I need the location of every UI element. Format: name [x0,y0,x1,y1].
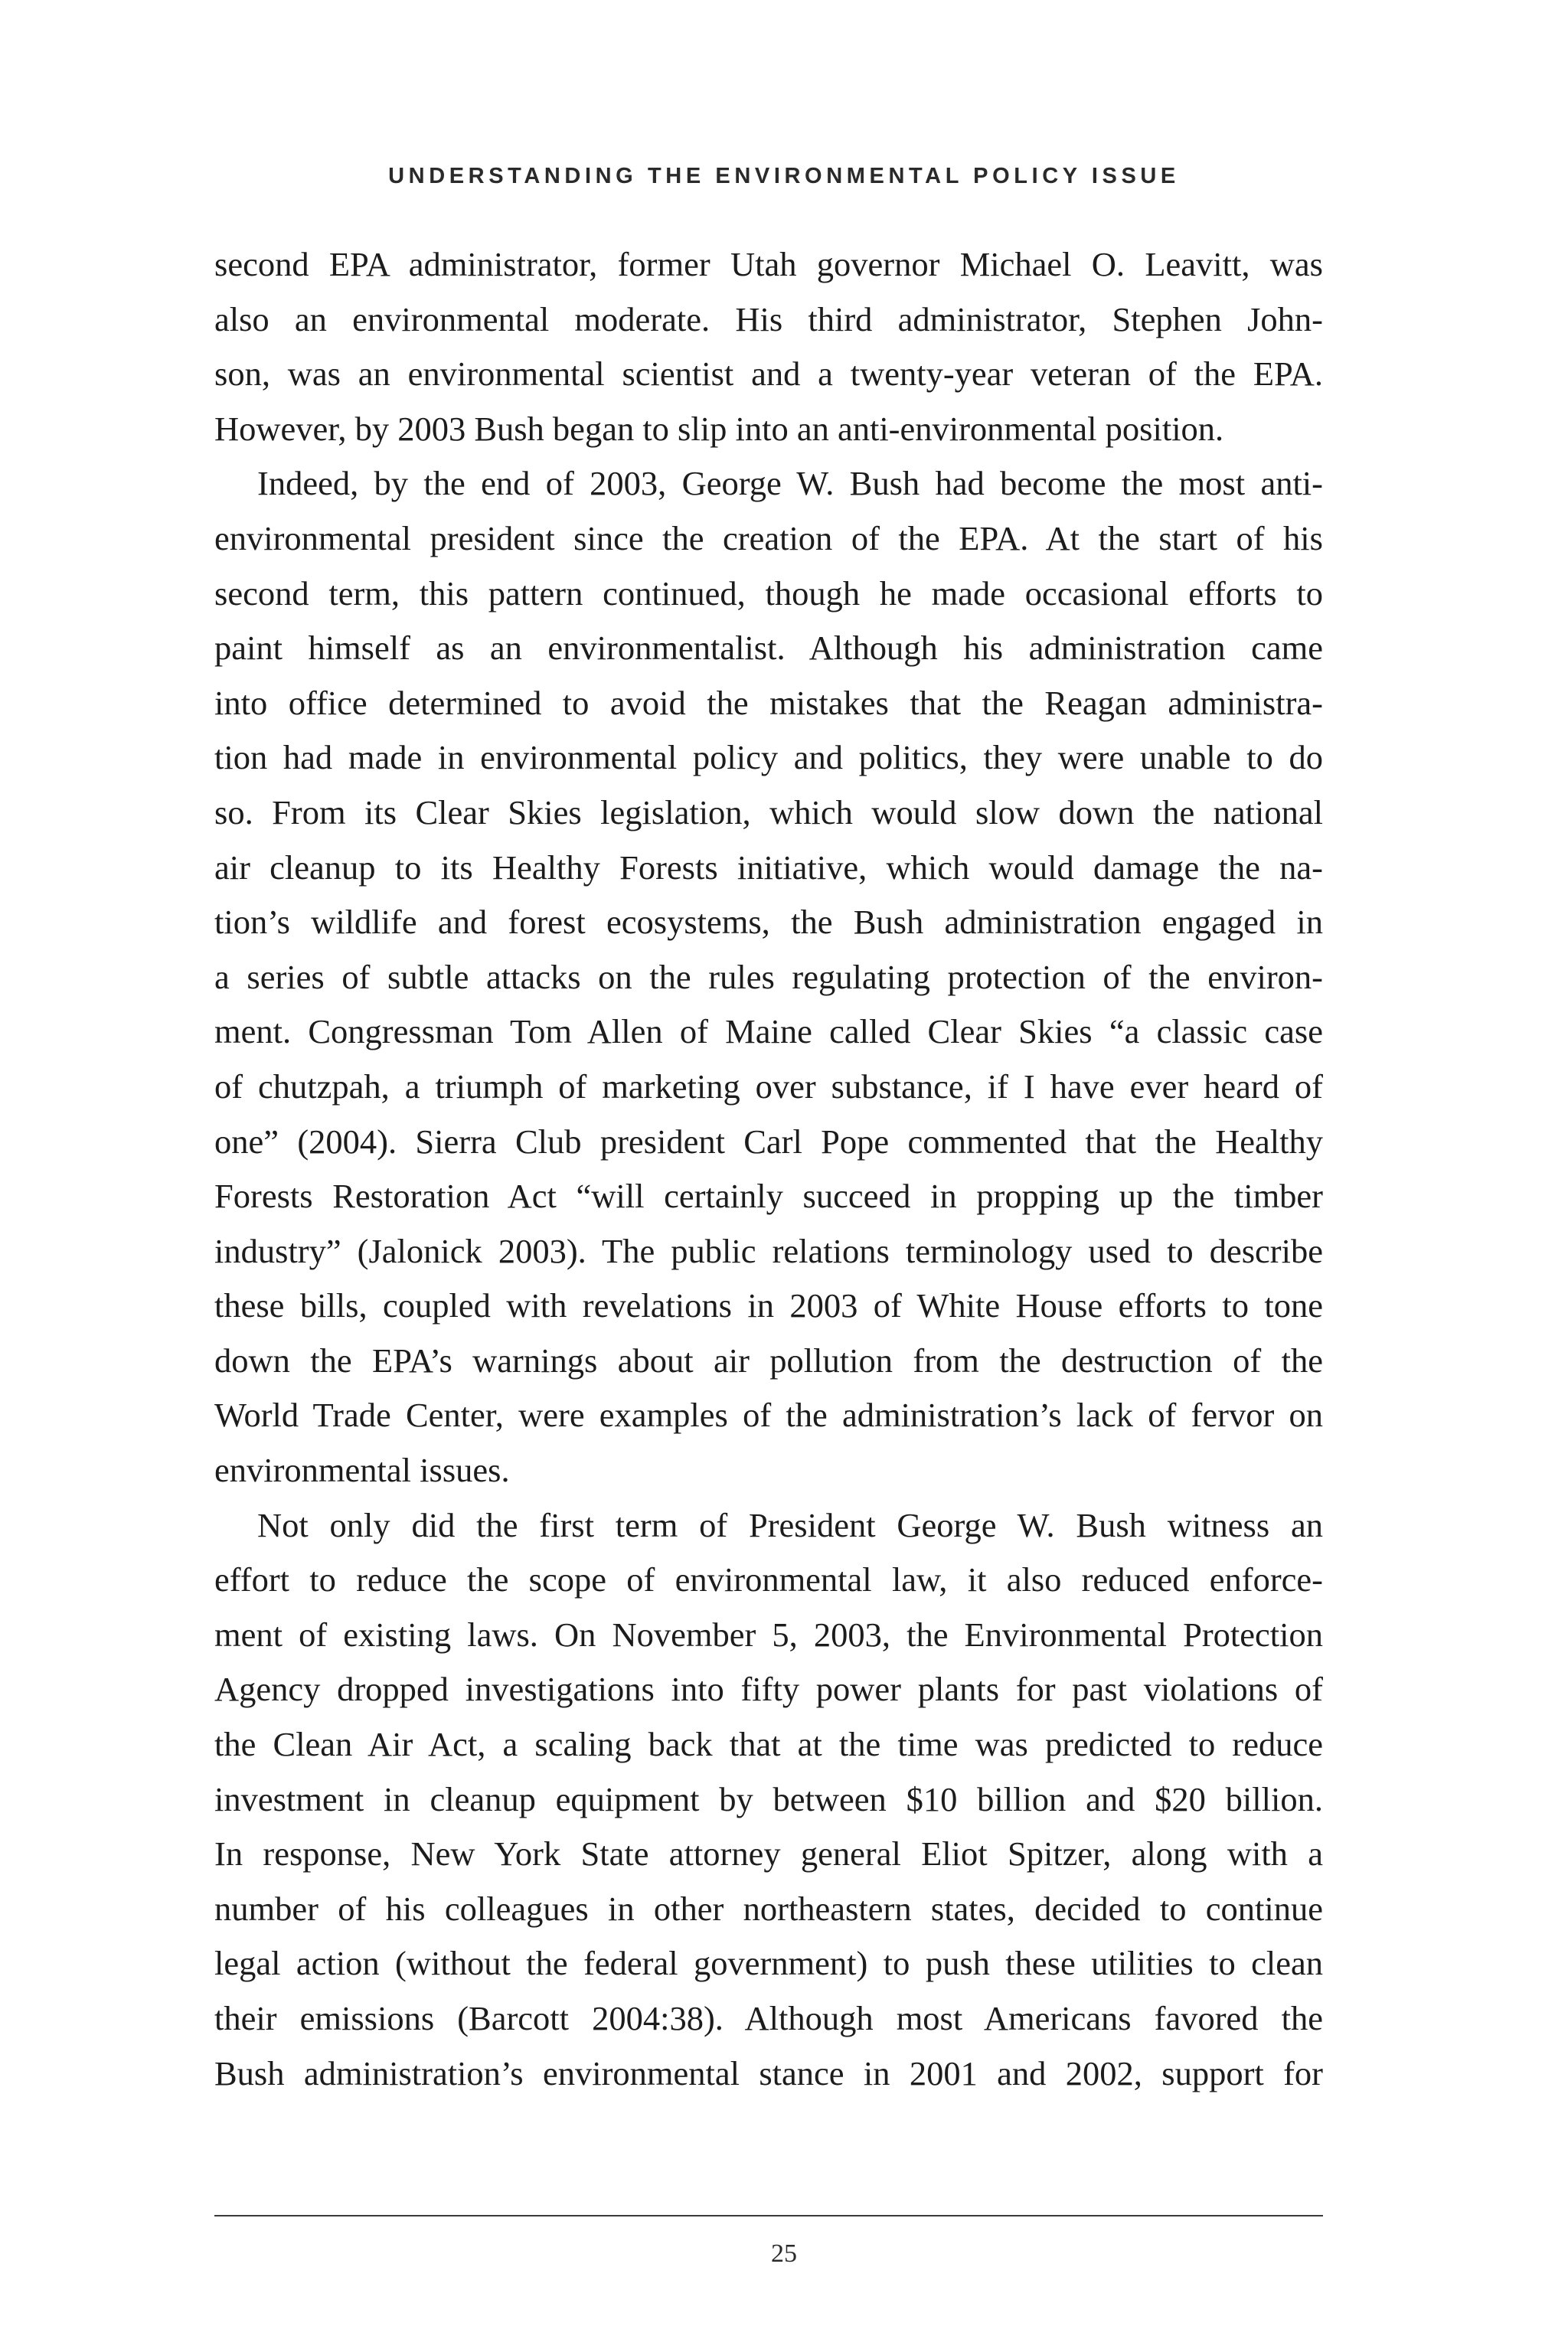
text-line: down the EPA’s warnings about air pollution from the destruction of the [214,1341,1323,1380]
text-line: one” (2004). Sierra Club president Carl Pope commented that the Healthy [214,1122,1323,1161]
text-line: Agency dropped investigations into fifty power plants for past violations of [214,1670,1323,1709]
text-line: also an environmental moderate. His third administrator, Stephen John- [214,299,1323,338]
text-line: ment. Congressman Tom Allen of Maine called Clear Skies “a classic case [214,1012,1323,1051]
text-line: number of his colleagues in other northeastern states, decided to continue [214,1889,1323,1928]
text-line: effort to reduce the scope of environmental law, it also reduced enforce- [214,1560,1323,1599]
text-line: investment in cleanup equipment by between $10 billion and $20 billion. [214,1779,1323,1818]
text-line: Indeed, by the end of 2003, George W. Bush had become the most anti- [257,464,1323,503]
text-line: However, by 2003 Bush began to slip into an anti-environmental position. [214,409,1224,448]
text-line: into office determined to avoid the mistakes that the Reagan administra- [214,683,1323,722]
text-line: legal action (without the federal government) to push these utilities to clean [214,1944,1323,1983]
text-line: paint himself as an environmentalist. Although his administration came [214,629,1323,668]
text-line: these bills, coupled with revelations in 2003 of White House efforts to tone [214,1286,1323,1325]
text-line: a series of subtle attacks on the rules regulating protection of the environ- [214,957,1323,996]
running-head: UNDERSTANDING THE ENVIRONMENTAL POLICY ISSUE [388,164,1180,188]
text-line: son, was an environmental scientist and a twenty-year veteran of the EPA. [214,354,1323,394]
text-line: air cleanup to its Healthy Forests initiative, which would damage the na- [214,848,1323,887]
text-line: environmental president since the creation of the EPA. At the start of his [214,518,1323,557]
footer-rule [214,2215,1323,2216]
text-line: Bush administration’s environmental stance in 2001 and 2002, support for [214,2053,1323,2092]
text-line: their emissions (Barcott 2004:38). Although most Americans favored the [214,1999,1323,2037]
text-line: ment of existing laws. On November 5, 2003, the Environmental Protection [214,1615,1323,1654]
text-line: World Trade Center, were examples of the administration’s lack of fervor on [214,1396,1323,1435]
text-line: Not only did the first term of President George W. Bush witness an [257,1505,1323,1544]
text-line: environmental issues. [214,1451,510,1490]
text-line: the Clean Air Act, a scaling back that at the time was predicted to reduce [214,1725,1323,1764]
text-line: tion’s wildlife and forest ecosystems, the Bush administration engaged in [214,903,1323,942]
text-line: industry” (Jalonick 2003). The public relations terminology used to describe [214,1231,1323,1270]
text-line: so. From its Clear Skies legislation, which would slow down the national [214,792,1323,831]
text-line: tion had made in environmental policy and politics, they were unable to do [214,738,1323,777]
body-text [214,237,1323,2101]
text-line: of chutzpah, a triumph of marketing over substance, if I have ever heard of [214,1067,1323,1106]
text-line: second EPA administrator, former Utah governor Michael O. Leavitt, was [214,245,1323,283]
text-line: second term, this pattern continued, though he made occasional efforts to [214,573,1323,612]
text-line: Forests Restoration Act “will certainly succeed in propping up the timber [214,1177,1323,1216]
text-line: In response, New York State attorney general Eliot Spitzer, along with a [214,1834,1323,1873]
page-number: 25 [771,2239,797,2268]
